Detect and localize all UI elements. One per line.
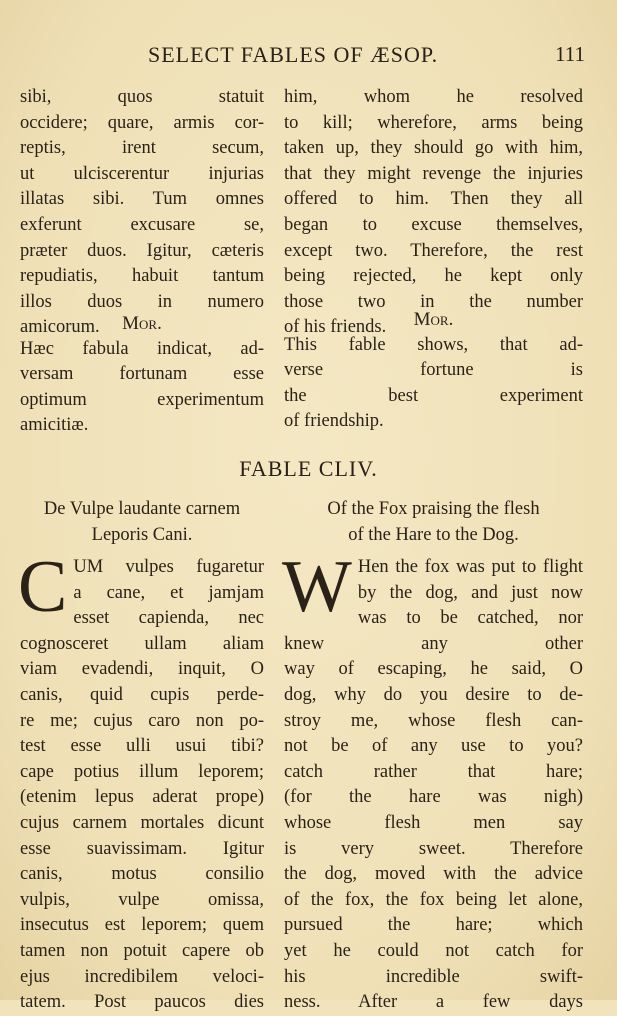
- latin-line: præter duos. Igitur, cæteris: [20, 240, 264, 261]
- english-title: [284, 497, 583, 548]
- english-line: is very sweet. Therefore: [284, 838, 583, 859]
- latin-line: illos duos in numero: [20, 291, 264, 312]
- running-title: SELECT FABLES OF ÆSOP.: [148, 42, 439, 67]
- english-line: offered to him. Then they all: [284, 189, 583, 210]
- latin-line: reptis, irent secum,: [20, 138, 264, 159]
- english-line: ness. After a few days: [284, 992, 583, 1013]
- latin-title-line: Leporis Cani.: [91, 524, 193, 545]
- latin-line: vulpis, vulpe omissa,: [20, 889, 264, 910]
- moral-line: of friendship.: [284, 411, 384, 432]
- latin-line: canis, motus consilio: [20, 864, 264, 885]
- latin-line: tatem. Post paucos dies: [20, 992, 264, 1013]
- english-line: Hen the fox was put to flight: [357, 557, 583, 577]
- english-drop-cap: W: [282, 546, 352, 628]
- latin-line: re me; cujus caro non po-: [20, 710, 264, 731]
- english-column-top: [284, 85, 583, 341]
- latin-line: cognosceret ullam aliam: [20, 633, 264, 654]
- moral-heading: Mor.: [122, 313, 162, 334]
- english-line: yet he could not catch for: [284, 940, 583, 961]
- latin-line: ut ulciscerentur injurias: [20, 163, 264, 184]
- english-line: except two. Therefore, the rest: [284, 240, 583, 261]
- english-line: of his friends.: [284, 317, 387, 338]
- latin-line: cujus carnem mortales dicunt: [20, 812, 264, 833]
- latin-line: test esse ulli usui tibi?: [20, 736, 264, 757]
- latin-line: ejus incredibilem veloci-: [20, 966, 264, 987]
- latin-line: occidere; quare, armis cor-: [20, 112, 264, 133]
- latin-line: exferunt excusare se,: [20, 214, 264, 235]
- latin-line: (etenim lepus aderat prope): [20, 787, 264, 808]
- english-line: those two in the number: [284, 291, 583, 312]
- english-title-line: Of the Fox praising the flesh: [327, 499, 540, 519]
- english-line: not be of any use to you?: [284, 736, 583, 757]
- moral-line: This fable shows, that ad-: [284, 334, 583, 355]
- moral-line: versam fortunam esse: [20, 364, 264, 385]
- moral-line: amicitiæ.: [20, 415, 89, 436]
- english-line: being rejected, he kept only: [284, 266, 583, 287]
- latin-drop-cap: C: [18, 546, 68, 628]
- latin-column-top: [20, 85, 264, 341]
- english-line: by the dog, and just now: [357, 582, 583, 603]
- moral-line: Hæc fabula indicat, ad-: [20, 338, 264, 359]
- moral-line: optimum experimentum: [20, 389, 264, 410]
- fable-heading: FABLE CLIV.: [239, 456, 378, 481]
- english-line: was to be catched, nor: [357, 608, 583, 629]
- latin-line: esse suavissimam. Igitur: [20, 838, 264, 859]
- latin-line: canis, quid cupis perde-: [20, 684, 264, 705]
- english-line: his incredible swift-: [284, 966, 583, 987]
- latin-body: [18, 546, 264, 1016]
- moral-line: verse fortune is: [284, 360, 583, 381]
- english-line: began to excuse themselves,: [284, 214, 583, 235]
- latin-line: esset capienda, nec: [73, 608, 264, 629]
- latin-line: UM vulpes fugaretur: [73, 557, 264, 577]
- english-title-line: of the Hare to the Dog.: [348, 524, 519, 545]
- english-line: dog, why do you desire to de-: [284, 684, 583, 705]
- english-line: him, whom he resolved: [284, 87, 583, 107]
- latin-title-line: De Vulpe laudante carnem: [43, 499, 241, 519]
- english-line: (for the hare was nigh): [284, 787, 583, 808]
- latin-line: amicorum.: [20, 317, 100, 338]
- latin-line: tamen non potuit capere ob: [20, 940, 264, 961]
- moral-line: the best experiment: [284, 385, 583, 406]
- english-line: that they might revenge the injuries: [284, 163, 583, 184]
- running-head: [0, 42, 617, 72]
- english-line: way of escaping, he said, O: [284, 659, 583, 680]
- english-body: [282, 546, 583, 1016]
- english-line: to kill; wherefore, arms being: [284, 112, 583, 133]
- english-line: whose flesh men say: [284, 812, 583, 833]
- latin-line: viam evadendi, inquit, O: [20, 659, 264, 680]
- english-line: stroy me, whose flesh can-: [284, 710, 583, 731]
- latin-line: illatas sibi. Tum omnes: [20, 189, 264, 210]
- moral-heading: Mor.: [413, 309, 454, 330]
- latin-title: [20, 497, 264, 548]
- latin-line: sibi, quos statuit: [20, 87, 264, 107]
- latin-line: insecutus est leporem; quem: [20, 915, 264, 936]
- latin-line: a cane, et jamjam: [73, 582, 264, 603]
- english-line: pursued the hare; which: [284, 915, 583, 936]
- english-line: the dog, moved with the advice: [284, 864, 583, 885]
- english-line: taken up, they should go with him,: [284, 138, 583, 159]
- page-number: 111: [555, 42, 585, 66]
- moral-english: [284, 307, 583, 435]
- english-line: of the fox, the fox being let alone,: [284, 889, 583, 910]
- latin-line: repudiatis, habuit tantum: [20, 266, 264, 287]
- english-line: knew any other: [284, 633, 583, 654]
- english-line: catch rather that hare;: [284, 761, 583, 782]
- moral-latin: [20, 311, 264, 439]
- latin-line: cape potius illum leporem;: [20, 761, 264, 782]
